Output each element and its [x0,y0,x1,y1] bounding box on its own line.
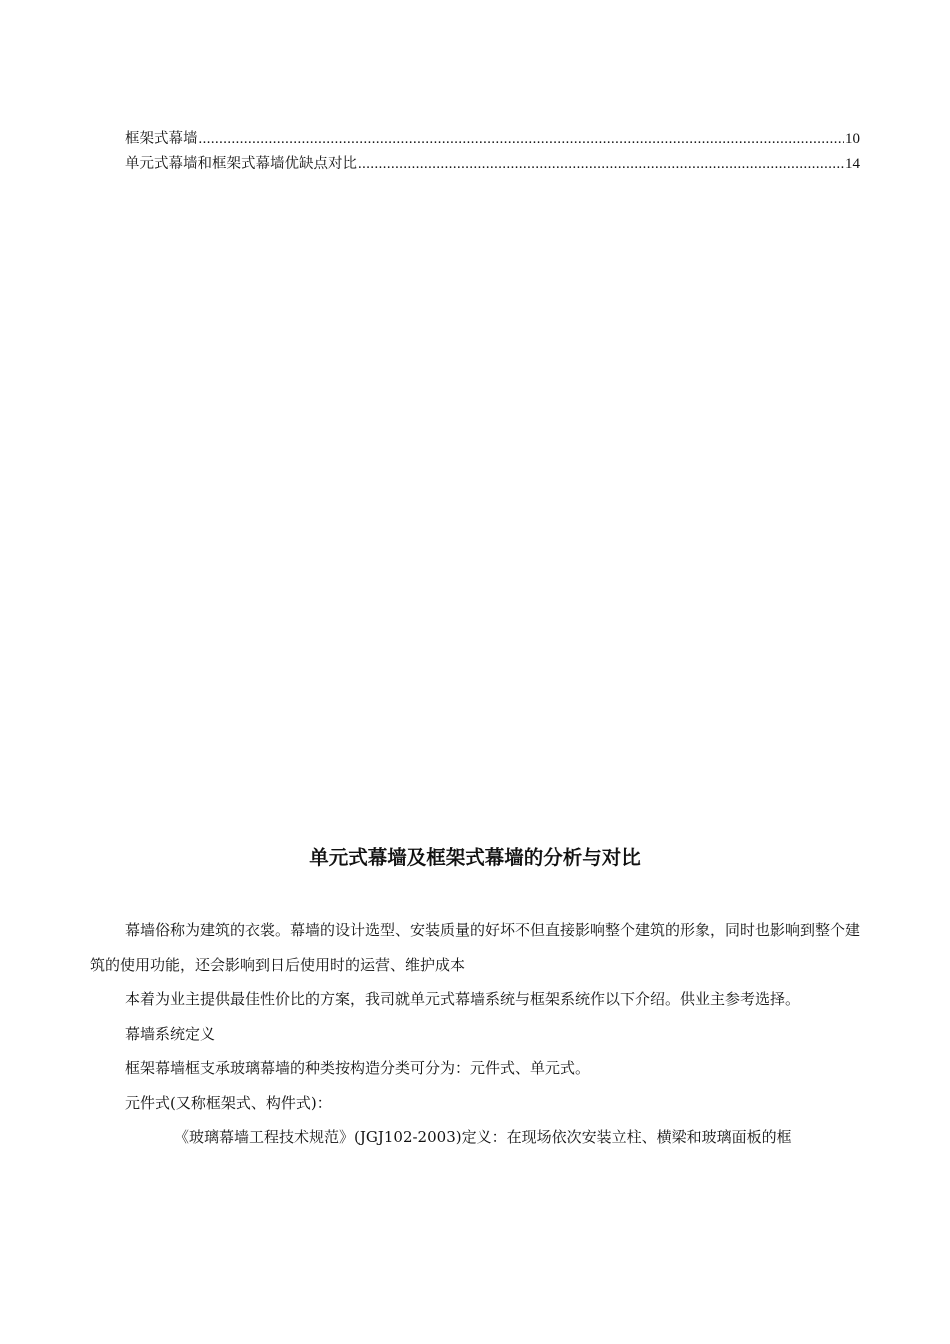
toc-entry-page-number: 14 [845,156,860,172]
paragraph-classification: 框架幕墙框支承玻璃幕墙的种类按构造分类可分为：元件式、单元式。 [125,1059,591,1077]
paragraph-purpose: 本着为业主提供最佳性价比的方案，我司就单元式幕墙系统与框架系统作以下介绍。供业主参考选择。 [125,990,801,1008]
paragraph-standard-definition: 《玻璃幕墙工程技术规范》(JGJ102-2003)定义：在现场依次安装立柱、横梁和玻璃面板的框 [174,1128,792,1146]
paragraph-element-type-heading: 元件式(又称框架式、构件式)： [125,1093,332,1112]
paragraph-intro: 幕墙俗称为建筑的衣裳。幕墙的设计选型、安装质量的好坏不但直接影响整个建筑的形象，同时也影响到整个建筑的使用功能，还会影响到日后使用时的运营、维护成本 [90,921,861,974]
toc-dot-leader [358,152,844,177]
toc-entry-title: 框架式幕墙 [125,131,198,147]
paragraph-system-definition-heading: 幕墙系统定义 [125,1024,216,1043]
toc-dot-leader [199,127,845,152]
toc-entry-page-number: 10 [845,131,860,147]
toc-entry-frame-curtain-wall[interactable] [125,127,860,152]
document-body [90,913,860,1155]
toc-entry-title: 单元式幕墙和框架式幕墙优缺点对比 [125,156,357,172]
document-title: 单元式幕墙及框架式幕墙的分析与对比 [309,846,641,869]
toc-entry-comparison[interactable] [125,152,860,177]
table-of-contents [125,127,860,177]
